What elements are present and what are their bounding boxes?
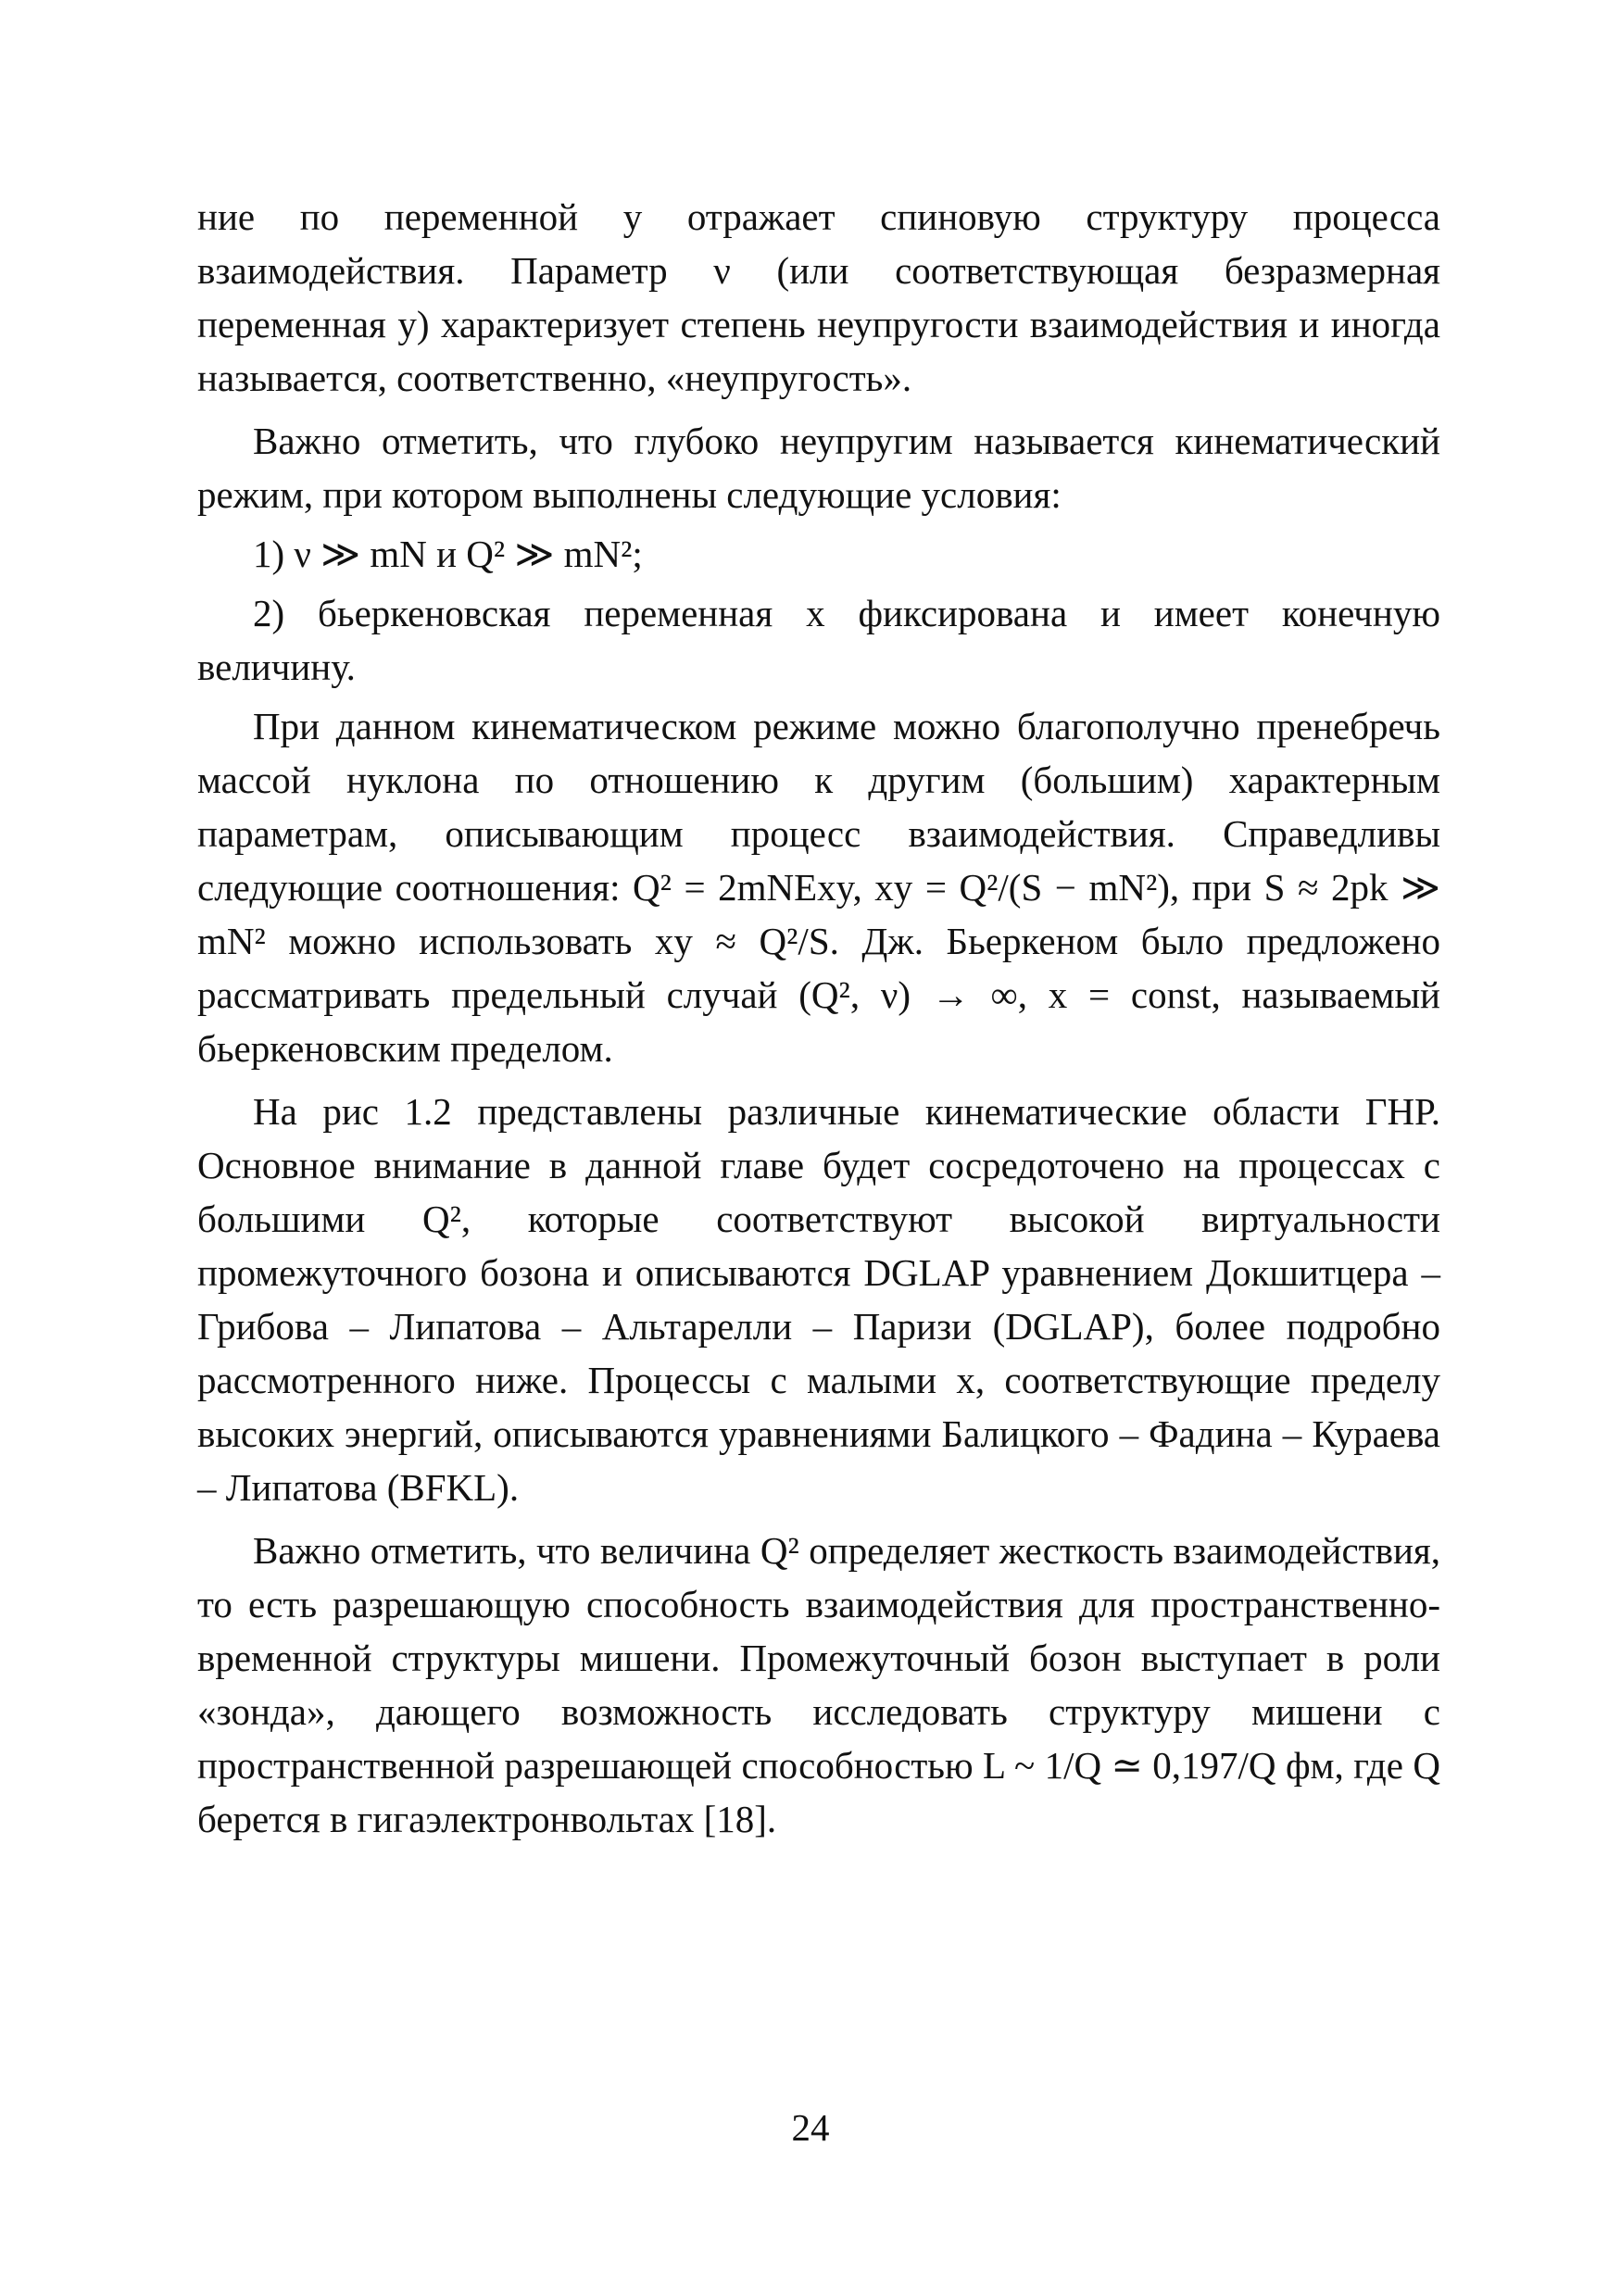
paragraph-kinematic-regions: На рис 1.2 представлены различные кинематические области ГНР. Основное внимание в данной главе будет сосредоточено на процессах с большими Q², которые соответствуют высокой виртуальности промежуточного бозона и описываются DGLAP уравнением Докшитцера – Грибова – Липатова – Альтарелли – Паризи (DGLAP), более подробно рассмотренного ниже. Процессы с малыми x, соответствующие пределу высоких энергий, описываются уравнениями Балицкого – Фадина – Кураева – Липатова (BFKL). xyxy=(197,1090,1440,1509)
paragraph-q2-hardness: Важно отметить, что величина Q² определяет жесткость взаимодействия, то есть разрешающую способность взаимодействия для пространственно-временной структуры мишени. Промежуточный бозон выступает в роли «зонда», дающего возможность исследовать структуру мишени с пространственной разрешающей способностью L ~ 1/Q ≃ 0,197/Q фм, где Q берется в гигаэлектронвольтах [18]. xyxy=(197,1529,1440,1840)
paragraph-bjorken-limit: При данном кинематическом режиме можно благополучно пренебречь массой нуклона по отношению к другим (большим) характерным параметрам, описывающим процесс взаимодействия. Справедливы следующие соотношения: Q² = 2mNExy, xy = Q²/(S − mN²), при S ≈ 2pk ≫ mN² можно использовать xy ≈ Q²/S. Дж. Бьеркеном было предложено рассматривать предельный случай (Q², ν) → ∞, x = const, называемый бьеркеновским пределом. xyxy=(197,705,1440,1070)
condition-1: 1) ν ≫ mN и Q² ≫ mN²; xyxy=(253,533,643,575)
condition-2: 2) бьеркеновская переменная x фиксирована и имеет конечную величину. xyxy=(197,592,1440,688)
body-text xyxy=(197,190,1440,1846)
page-number: 24 xyxy=(791,2106,830,2149)
paragraph-continuation: ние по переменной y отражает спиновую структуру процесса взаимодействия. Параметр ν (или соответствующая безразмерная переменная y) характеризует степень неупругости взаимодействия и иногда называется, соответственно, «неупругость». xyxy=(197,195,1440,399)
paragraph-deep-inelastic-definition: Важно отметить, что глубоко неупругим называется кинематический режим, при котором выполнены следующие условия: xyxy=(197,420,1440,516)
